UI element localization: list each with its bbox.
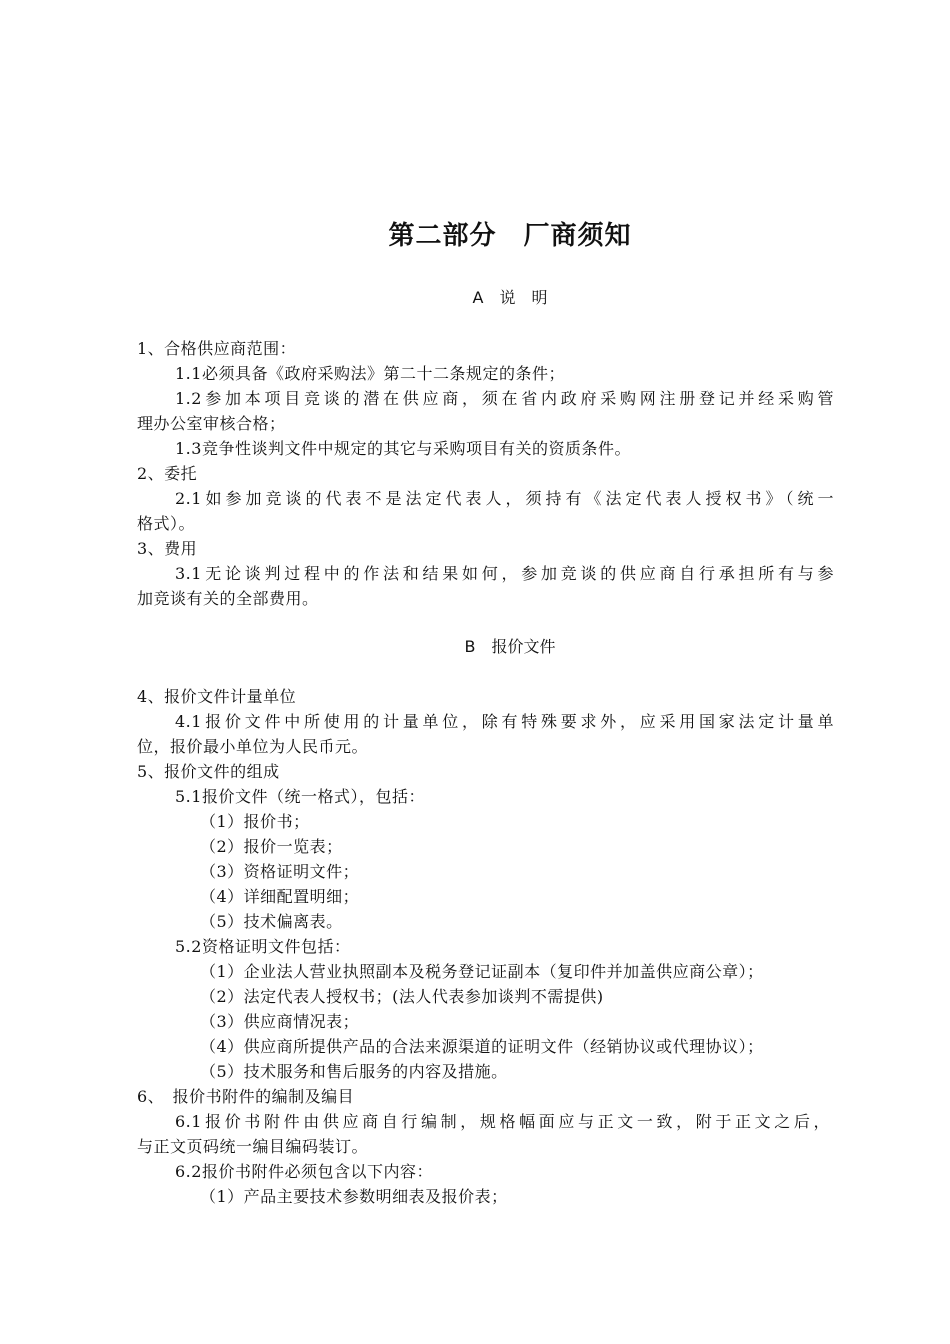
clause-2-1-cont: 格式）。 [137,514,196,533]
clause-1-2: 1.2参加本项目竞谈的潜在供应商，须在省内政府采购网注册登记并经采购管 [175,389,834,408]
clause-4-1: 4.1报价文件中所使用的计量单位，除有特殊要求外，应采用国家法定计量单 [175,712,834,731]
clause-5-1-item-5: （5）技术偏离表。 [200,912,343,931]
clause-6-heading: 6、 报价书附件的编制及编目 [137,1087,355,1106]
clause-2-1: 2.1如参加竞谈的代表不是法定代表人，须持有《法定代表人授权书》（统一 [175,489,834,508]
clause-5-1-item-4: （4）详细配置明细； [200,887,360,906]
clause-5-2-item-2: （2）法定代表人授权书；(法人代表参加谈判不需提供) [200,987,604,1006]
section-heading-a: A 说 明 [472,288,548,307]
clause-3-1-cont: 加竞谈有关的全部费用。 [137,589,319,608]
section-heading-b: B 报价文件 [464,637,556,656]
clause-4-heading: 4、报价文件计量单位 [137,687,297,706]
clause-5-2: 5.2资格证明文件包括： [175,937,351,956]
clause-3-heading: 3、费用 [137,539,198,558]
clause-1-1: 1.1必须具备《政府采购法》第二十二条规定的条件； [175,364,565,383]
clause-5-heading: 5、报价文件的组成 [137,762,280,781]
clause-3-1: 3.1无论谈判过程中的作法和结果如何，参加竞谈的供应商自行承担所有与参 [175,564,834,583]
clause-4-1-cont: 位，报价最小单位为人民币元。 [137,737,369,756]
clause-2-heading: 2、委托 [137,464,198,483]
clause-5-2-item-4: （4）供应商所提供产品的合法来源渠道的证明文件（经销协议或代理协议）； [200,1037,764,1056]
clause-5-1-item-3: （3）资格证明文件； [200,862,360,881]
clause-1-3: 1.3竞争性谈判文件中规定的其它与采购项目有关的资质条件。 [175,439,631,458]
clause-6-2-item-1: （1）产品主要技术参数明细表及报价表； [200,1187,508,1206]
clause-5-2-item-5: （5）技术服务和售后服务的内容及措施。 [200,1062,508,1081]
clause-5-1: 5.1报价文件（统一格式），包括： [175,787,425,806]
clause-6-2: 6.2报价书附件必须包含以下内容： [175,1162,433,1181]
clause-6-1-cont: 与正文页码统一编目编码装订。 [137,1137,369,1156]
clause-1-2-cont: 理办公室审核合格； [137,414,286,433]
clause-6-1: 6.1报价书附件由供应商自行编制，规格幅面应与正文一致，附于正文之后， [175,1112,830,1131]
clause-1-heading: 1、合格供应商范围： [137,339,297,358]
clause-5-2-item-3: （3）供应商情况表； [200,1012,360,1031]
clause-5-2-item-1: （1）企业法人营业执照副本及税务登记证副本（复印件并加盖供应商公章）； [200,962,764,981]
clause-5-1-item-1: （1）报价书； [200,812,310,831]
page-title: 第二部分 厂商须知 [388,221,632,251]
clause-5-1-item-2: （2）报价一览表； [200,837,343,856]
